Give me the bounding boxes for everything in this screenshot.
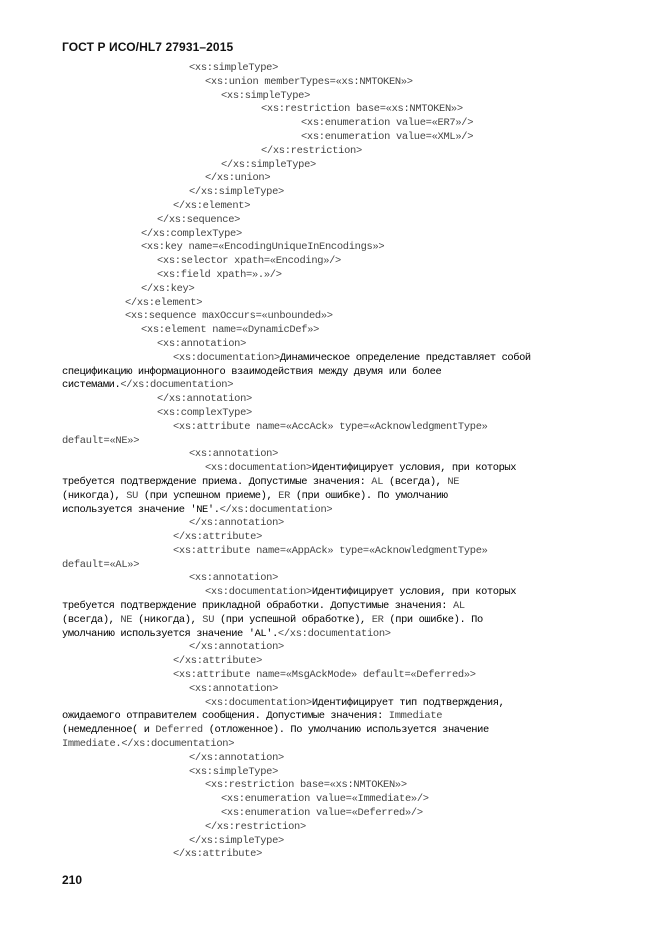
xml-markup: AL [371, 475, 384, 488]
code-line [0, 738, 661, 752]
xml-markup: Deferred [155, 724, 203, 737]
xml-markup: <xs:complexType> [157, 406, 252, 419]
xml-markup: </xs:attribute> [173, 848, 263, 861]
documentation-text: Динамическое определение представляет собой [279, 351, 531, 364]
xml-markup: <xs:union memberTypes=«xs:NMTOKEN»> [205, 75, 413, 88]
xml-markup: AL [452, 600, 465, 613]
xml-markup: </xs:simpleType> [221, 158, 316, 171]
code-line [0, 628, 661, 642]
xml-markup: </xs:simpleType> [189, 834, 284, 847]
code-line [0, 435, 661, 449]
documentation-text: умолчанию используется значение 'AL'. [62, 627, 278, 640]
xml-markup: </xs:union> [205, 172, 271, 185]
code-line [0, 490, 661, 504]
xml-markup: <xs:documentation> [173, 351, 280, 364]
code-line [0, 131, 661, 145]
xml-markup: </xs:documentation> [121, 738, 235, 751]
xml-markup: <xs:simpleType> [189, 62, 279, 74]
documentation-text: (немедленное( и [62, 724, 156, 737]
code-line [0, 559, 661, 573]
code-line [0, 835, 661, 849]
xml-markup: <xs:simpleType> [221, 89, 311, 102]
code-line [0, 641, 661, 655]
xml-markup: <xs:element name=«DynamicDef»> [141, 324, 320, 337]
xml-markup: <xs:attribute name=«MsgAckMode» default=«Deferred»> [173, 669, 476, 682]
xml-markup: NE [120, 613, 133, 626]
code-line [0, 655, 661, 669]
code-line [0, 269, 661, 283]
xml-schema-listing [0, 62, 661, 862]
code-line [0, 310, 661, 324]
documentation-text: требуется подтверждение приема. Допустимые значения: [62, 475, 372, 488]
code-line [0, 779, 661, 793]
code-line [0, 476, 661, 490]
xml-markup: SU [126, 489, 139, 502]
code-line [0, 504, 661, 518]
xml-markup: Immediate. [62, 738, 122, 751]
code-line [0, 393, 661, 407]
xml-markup: <xs:attribute name=«AccAck» type=«AcknowledgmentType» [173, 420, 488, 433]
code-line [0, 669, 661, 683]
code-line [0, 103, 661, 117]
xml-markup: </xs:restriction> [261, 144, 362, 157]
xml-markup: <xs:documentation> [205, 696, 312, 709]
code-line [0, 766, 661, 780]
xml-markup: <xs:annotation> [189, 682, 279, 695]
code-line [0, 159, 661, 173]
documentation-text: Идентифицирует тип подтверждения, [311, 696, 505, 709]
documentation-text: (при успешном приеме), [138, 489, 279, 502]
xml-markup: </xs:simpleType> [189, 186, 284, 199]
xml-markup: <xs:enumeration value=«XML»/> [301, 130, 474, 143]
xml-markup: </xs:annotation> [189, 751, 284, 764]
page-number: 210 [62, 873, 83, 887]
code-line [0, 545, 661, 559]
xml-markup: </xs:annotation> [157, 393, 252, 406]
documentation-text: требуется подтверждение прикладной обработки. Допустимые значения: [62, 600, 453, 613]
code-line [0, 821, 661, 835]
code-line [0, 752, 661, 766]
xml-markup: <xs:selector xpath=«Encoding»/> [157, 255, 341, 268]
xml-markup: default=«NE»> [62, 434, 140, 447]
code-line [0, 848, 661, 862]
xml-markup: </xs:key> [141, 282, 195, 295]
xml-markup: </xs:attribute> [173, 655, 263, 668]
code-line [0, 807, 661, 821]
xml-markup: <xs:annotation> [189, 448, 279, 461]
code-line [0, 117, 661, 131]
xml-markup: </xs:annotation> [189, 641, 284, 654]
documentation-text: (никогда), [62, 489, 127, 502]
documentation-text: системами. [62, 379, 121, 392]
documentation-text: используется значение 'NE'. [62, 503, 220, 516]
code-line [0, 600, 661, 614]
xml-markup: <xs:sequence maxOccurs=«unbounded»> [125, 310, 333, 323]
code-line [0, 200, 661, 214]
documentation-text: (всегда), [62, 613, 121, 626]
xml-markup: </xs:documentation> [277, 627, 391, 640]
code-line [0, 186, 661, 200]
code-line [0, 352, 661, 366]
xml-markup: </xs:documentation> [120, 379, 234, 392]
xml-markup: <xs:enumeration value=«ER7»/> [301, 117, 474, 130]
xml-markup: ER [278, 489, 291, 502]
documentation-text: Идентифицирует условия, при которых [311, 462, 517, 475]
xml-markup: <xs:restriction base=«xs:NMTOKEN»> [205, 779, 407, 792]
xml-markup: ER [371, 613, 384, 626]
xml-markup: Immediate [388, 710, 443, 723]
document-header: ГОСТ Р ИСО/HL7 27931–2015 [62, 40, 234, 54]
code-line [0, 338, 661, 352]
xml-markup: <xs:simpleType> [189, 765, 279, 778]
code-line [0, 724, 661, 738]
documentation-text: ожидаемого отправителем сообщения. Допустимые значения: [62, 710, 389, 723]
xml-markup: </xs:restriction> [205, 820, 306, 833]
documentation-text: Идентифицирует условия, при которых [311, 586, 517, 599]
code-line [0, 407, 661, 421]
code-line [0, 462, 661, 476]
code-line [0, 297, 661, 311]
code-line [0, 145, 661, 159]
xml-markup: NE [447, 475, 460, 488]
code-line [0, 614, 661, 628]
xml-markup: <xs:field xpath=».»/> [157, 268, 282, 281]
xml-markup: <xs:restriction base=«xs:NMTOKEN»> [261, 103, 463, 116]
code-line [0, 586, 661, 600]
code-line [0, 531, 661, 545]
xml-markup: <xs:key name=«EncodingUniqueInEncodings»> [141, 241, 385, 254]
code-line [0, 283, 661, 297]
documentation-text: (никогда), [132, 613, 203, 626]
xml-markup: </xs:attribute> [173, 531, 263, 544]
code-line [0, 62, 661, 76]
xml-markup: </xs:element> [125, 296, 203, 309]
xml-markup: <xs:annotation> [189, 572, 279, 585]
xml-markup: <xs:documentation> [205, 586, 312, 599]
code-line [0, 379, 661, 393]
code-line [0, 255, 661, 269]
code-line [0, 697, 661, 711]
code-line [0, 172, 661, 186]
documentation-text: (всегда), [383, 475, 448, 488]
xml-markup: <xs:documentation> [205, 462, 312, 475]
xml-markup: <xs:enumeration value=«Deferred»/> [221, 807, 423, 820]
xml-markup: default=«AL»> [62, 558, 140, 571]
code-line [0, 366, 661, 380]
xml-markup: <xs:attribute name=«AppAck» type=«AcknowledgmentType» [173, 544, 488, 557]
xml-markup: SU [202, 613, 215, 626]
code-line [0, 241, 661, 255]
code-line [0, 421, 661, 435]
code-line [0, 228, 661, 242]
code-line [0, 76, 661, 90]
code-line [0, 324, 661, 338]
code-line [0, 710, 661, 724]
documentation-text: спецификацию информационного взаимодействия между двумя или более [62, 365, 442, 378]
code-line [0, 214, 661, 228]
xml-markup: </xs:sequence> [157, 213, 241, 226]
xml-markup: </xs:documentation> [219, 503, 333, 516]
xml-markup: </xs:element> [173, 199, 251, 212]
code-line [0, 572, 661, 586]
documentation-text: (при успешной обработке), [214, 613, 372, 626]
xml-markup: <xs:annotation> [157, 337, 247, 350]
documentation-text: (отложенное). По умолчанию используется значение [202, 724, 489, 737]
xml-markup: </xs:complexType> [141, 227, 242, 240]
code-line [0, 448, 661, 462]
code-line [0, 90, 661, 104]
documentation-text: (при ошибке). По [383, 613, 483, 626]
code-line [0, 793, 661, 807]
xml-markup: <xs:enumeration value=«Immediate»/> [221, 793, 429, 806]
xml-markup: </xs:annotation> [189, 517, 284, 530]
code-line [0, 683, 661, 697]
documentation-text: (при ошибке). По умолчанию [290, 489, 448, 502]
code-line [0, 517, 661, 531]
